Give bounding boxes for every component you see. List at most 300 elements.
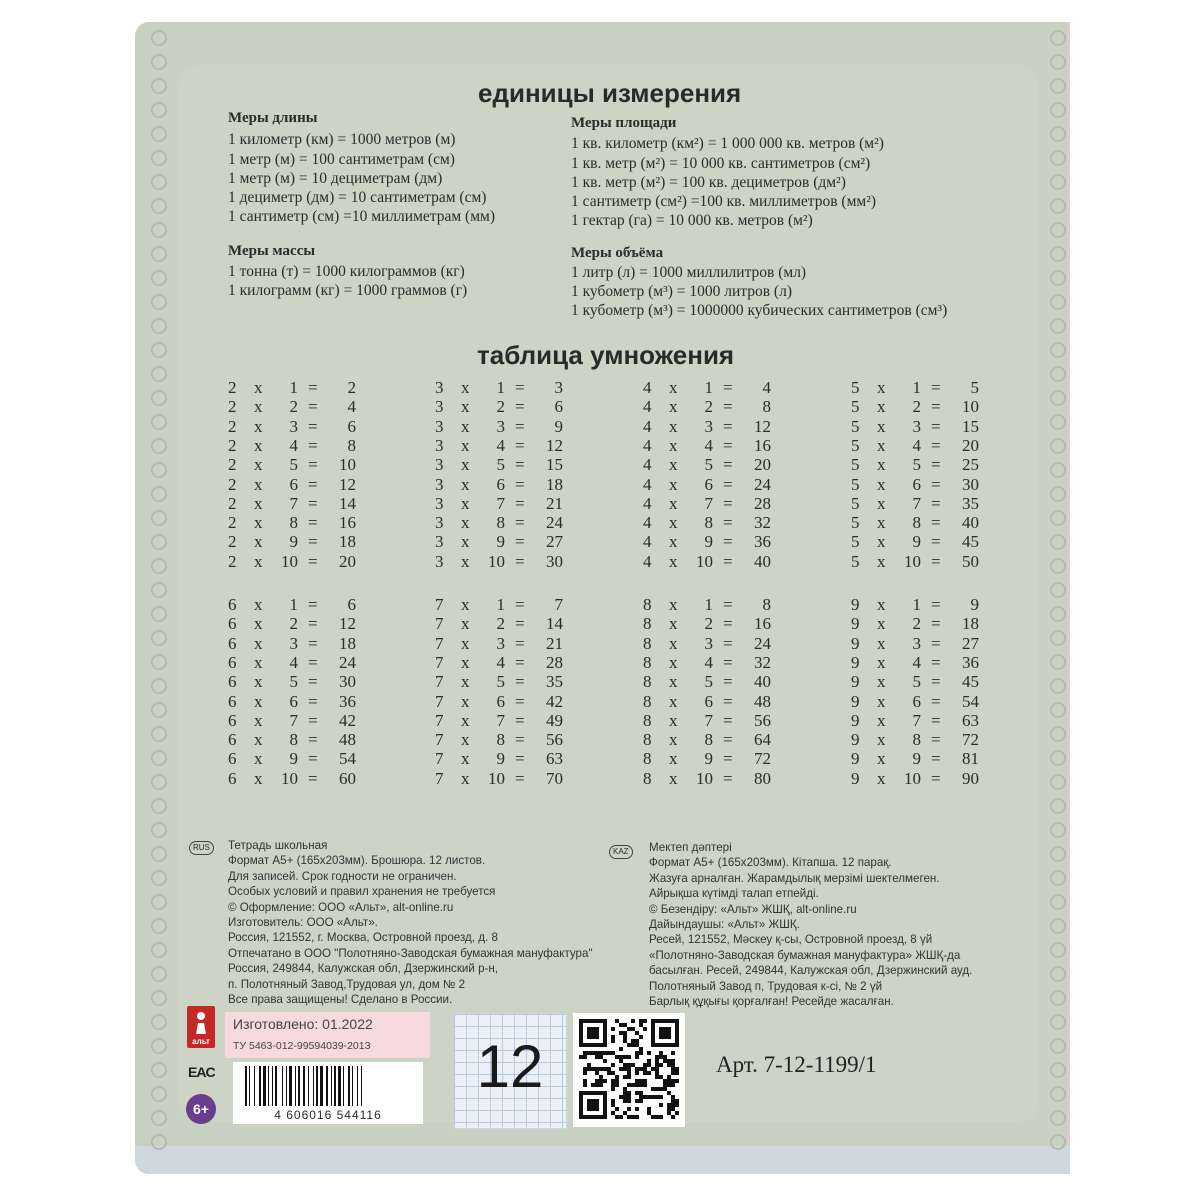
equals-sign: = (723, 455, 733, 475)
mass-title: Меры массы (228, 243, 316, 259)
qr-module (659, 1027, 671, 1039)
multiplier: 8 (704, 730, 713, 750)
times-sign: x (254, 652, 263, 672)
multiplicand: 9 (851, 730, 860, 750)
decorative-dot (151, 462, 167, 478)
multiplicand: 9 (851, 710, 860, 730)
decorative-dot (1050, 1038, 1066, 1054)
equals-sign: = (515, 416, 525, 436)
qr-module (639, 1079, 643, 1083)
qr-module (587, 1067, 591, 1071)
decorative-dot (1050, 486, 1066, 502)
qr-module (639, 1023, 643, 1027)
qr-module (671, 1107, 675, 1111)
qr-module (595, 1079, 599, 1083)
cover-bottom-band (135, 1146, 1070, 1174)
multiplicand: 7 (435, 749, 444, 769)
multiplicand: 3 (435, 378, 444, 397)
multiplier: 8 (496, 730, 505, 750)
qr-module (651, 1087, 655, 1091)
decorative-dot (1050, 222, 1066, 238)
product: 25 (962, 455, 979, 475)
decorative-dot (151, 54, 167, 70)
qr-module (671, 1071, 675, 1075)
multiplicand: 6 (228, 710, 237, 730)
equals-sign: = (723, 672, 733, 692)
legal-line: © Оформление: ООО «Альт», alt-online.ru (228, 900, 454, 914)
equals-sign: = (308, 513, 318, 533)
qr-module (583, 1083, 587, 1087)
decorative-dot (151, 222, 167, 238)
multiplicand: 6 (228, 691, 237, 711)
multiplier: 6 (289, 691, 298, 711)
times-sign: x (461, 652, 470, 672)
times-sign: x (461, 595, 470, 614)
decorative-dot (151, 1086, 167, 1102)
multiplicand: 5 (851, 551, 860, 571)
multiplicand: 9 (851, 691, 860, 711)
equals-sign: = (723, 493, 733, 513)
qr-module (643, 1095, 647, 1099)
product: 21 (546, 493, 563, 513)
qr-module (635, 1051, 639, 1055)
decorative-dot (151, 438, 167, 454)
multiplier: 4 (912, 435, 921, 455)
product: 30 (962, 474, 979, 494)
qr-module (611, 1063, 615, 1067)
product: 40 (754, 551, 771, 571)
times-sign: x (877, 614, 886, 634)
equals-sign: = (515, 749, 525, 769)
qr-module (599, 1075, 603, 1079)
qr-module (623, 1111, 627, 1115)
product: 80 (754, 768, 771, 788)
multiplier: 6 (912, 474, 921, 494)
equals-sign: = (308, 614, 318, 634)
barcode-bar (331, 1066, 332, 1106)
times-sign: x (669, 672, 678, 692)
qr-module (647, 1051, 651, 1055)
decorative-dot (151, 630, 167, 646)
decorative-dot (1050, 294, 1066, 310)
times-sign: x (669, 652, 678, 672)
qr-module (627, 1067, 631, 1071)
multiplicand: 8 (643, 691, 652, 711)
decorative-dot (1050, 918, 1066, 934)
qr-module (659, 1103, 663, 1107)
equals-sign: = (308, 595, 318, 614)
times-sign: x (254, 455, 263, 475)
barcode-bar (268, 1066, 269, 1106)
times-sign: x (877, 435, 886, 455)
equals-sign: = (308, 416, 318, 436)
decorative-dot (1050, 894, 1066, 910)
decorative-dot (151, 150, 167, 166)
multiplier: 2 (704, 397, 713, 417)
decorative-dot (151, 726, 167, 742)
times-sign: x (669, 474, 678, 494)
qr-module (639, 1035, 643, 1039)
equals-sign: = (931, 416, 941, 436)
barcode-bar (316, 1066, 318, 1106)
product: 5 (970, 378, 979, 397)
decorative-dot (1050, 654, 1066, 670)
multiplicand: 6 (228, 749, 237, 769)
product: 63 (546, 749, 563, 769)
area-line: 1 гектар (га) = 10 000 кв. метров (м²) (571, 212, 813, 229)
times-sign: x (254, 551, 263, 571)
equals-sign: = (931, 672, 941, 692)
multiplicand: 7 (435, 691, 444, 711)
decorative-dot (151, 654, 167, 670)
qr-module (675, 1067, 679, 1071)
decorative-dot (1050, 990, 1066, 1006)
qr-module (659, 1095, 663, 1099)
multiplier: 2 (289, 614, 298, 634)
volume-title: Меры объёма (571, 245, 664, 261)
product: 16 (754, 614, 771, 634)
qr-module (627, 1043, 631, 1047)
qr-module (627, 1091, 631, 1095)
barcode-bar (263, 1066, 266, 1106)
multiplier: 9 (289, 532, 298, 552)
legal-line: Особых условий и правил хранения не требуется (228, 885, 496, 899)
multiplicand: 8 (643, 633, 652, 653)
equals-sign: = (515, 397, 525, 417)
area-title: Меры площади (571, 115, 677, 131)
times-sign: x (461, 551, 470, 571)
multiplier: 5 (912, 455, 921, 475)
length-title: Меры длины (228, 110, 318, 126)
multiplicand: 7 (435, 595, 444, 614)
qr-module (667, 1063, 671, 1067)
decorative-dot (1050, 606, 1066, 622)
equals-sign: = (308, 730, 318, 750)
times-sign: x (877, 378, 886, 397)
equals-sign: = (723, 532, 733, 552)
lang-badge-kaz: KAZ (609, 845, 633, 859)
times-sign: x (461, 710, 470, 730)
decorative-dot (1050, 1014, 1066, 1030)
decorative-dot (1050, 102, 1066, 118)
qr-module (659, 1115, 663, 1119)
product: 42 (546, 691, 563, 711)
qr-module (615, 1115, 619, 1119)
barcode-bar (272, 1066, 273, 1106)
multiplicand: 5 (851, 532, 860, 552)
product: 48 (754, 691, 771, 711)
decorative-dot (1050, 414, 1066, 430)
equals-sign: = (723, 652, 733, 672)
equals-sign: = (515, 691, 525, 711)
qr-module (615, 1083, 619, 1087)
qr-module (671, 1063, 675, 1067)
multiplier: 9 (704, 532, 713, 552)
barcode-bar (289, 1066, 292, 1106)
times-sign: x (669, 416, 678, 436)
qr-module (611, 1035, 615, 1039)
multiplier: 7 (289, 493, 298, 513)
multiplicand: 9 (851, 595, 860, 614)
qr-module (671, 1095, 675, 1099)
length-line: 1 дециметр (дм) = 10 сантиметрам (см) (228, 189, 487, 206)
qr-module (627, 1095, 631, 1099)
times-sign: x (669, 551, 678, 571)
qr-module (583, 1071, 587, 1075)
equals-sign: = (515, 730, 525, 750)
qr-module (591, 1083, 595, 1087)
decorative-dot (151, 342, 167, 358)
multiplicand: 8 (643, 652, 652, 672)
equals-sign: = (308, 532, 318, 552)
times-sign: x (254, 378, 263, 397)
multiplicand: 5 (851, 455, 860, 475)
decorative-dot (1050, 126, 1066, 142)
product: 4 (347, 397, 356, 417)
qr-module (675, 1099, 679, 1103)
multiplier: 4 (289, 435, 298, 455)
decorative-dot (151, 246, 167, 262)
multiplicand: 7 (435, 710, 444, 730)
multiplier: 6 (289, 474, 298, 494)
equals-sign: = (931, 551, 941, 571)
multiplication-title: таблица умножения (477, 340, 735, 370)
barcode-bar (357, 1066, 358, 1106)
qr-module (639, 1095, 643, 1099)
decorative-dot (151, 750, 167, 766)
qr-module (631, 1063, 635, 1067)
decorative-dot (1050, 246, 1066, 262)
product: 12 (546, 435, 563, 455)
times-sign: x (461, 493, 470, 513)
decorative-dot (151, 534, 167, 550)
grid-sample-box (453, 1013, 567, 1129)
times-sign: x (669, 532, 678, 552)
product: 9 (970, 595, 979, 614)
legal-text-kaz (649, 840, 972, 1009)
equals-sign: = (515, 435, 525, 455)
legal-line: «Полотняно-Заводская бумажная мануфактура» ЖШҚ-да (649, 948, 961, 962)
product: 30 (339, 672, 356, 692)
times-sign: x (461, 435, 470, 455)
product: 35 (546, 672, 563, 692)
equals-sign: = (723, 378, 733, 397)
product: 12 (339, 614, 356, 634)
multiplicand: 6 (228, 730, 237, 750)
multiplicand: 6 (228, 595, 237, 614)
qr-module (643, 1027, 647, 1031)
production-date: Изготовлено: 01.2022 (233, 1016, 373, 1032)
qr-module (635, 1031, 639, 1035)
equals-sign: = (308, 633, 318, 653)
decorative-dot (1050, 318, 1066, 334)
qr-module (611, 1071, 615, 1075)
qr-module (631, 1019, 635, 1023)
multiplier: 10 (696, 551, 713, 571)
qr-module (647, 1071, 651, 1075)
area-line: 1 сантиметр (см²) =100 кв. миллиметров (мм²) (571, 193, 877, 210)
multiplicand: 9 (851, 652, 860, 672)
qr-module (599, 1067, 603, 1071)
multiplier: 10 (281, 551, 298, 571)
equals-sign: = (723, 633, 733, 653)
multiplicand: 5 (851, 416, 860, 436)
multiplicand: 8 (643, 614, 652, 634)
multiplicand: 2 (228, 416, 237, 436)
equals-sign: = (308, 435, 318, 455)
multiplicand: 5 (851, 397, 860, 417)
qr-module (583, 1067, 587, 1071)
qr-code (573, 1013, 685, 1127)
multiplicand: 7 (435, 672, 444, 692)
multiplier: 3 (704, 633, 713, 653)
product: 20 (754, 455, 771, 475)
decorative-dot (151, 702, 167, 718)
product: 36 (962, 652, 979, 672)
qr-module (635, 1083, 639, 1087)
qr-module (667, 1111, 671, 1115)
multiplier: 10 (488, 768, 505, 788)
equals-sign: = (515, 532, 525, 552)
decorative-dot (151, 870, 167, 886)
product: 20 (962, 435, 979, 455)
decorative-dot (1050, 534, 1066, 550)
multiplicand: 7 (435, 730, 444, 750)
equals-sign: = (931, 614, 941, 634)
qr-module (635, 1071, 639, 1075)
equals-sign: = (723, 397, 733, 417)
multiplier: 4 (704, 435, 713, 455)
multiplier: 1 (496, 595, 505, 614)
multiplier: 6 (496, 474, 505, 494)
multiplier: 8 (289, 730, 298, 750)
product: 15 (962, 416, 979, 436)
product: 24 (339, 652, 356, 672)
equals-sign: = (931, 532, 941, 552)
decorative-dot (151, 966, 167, 982)
qr-module (643, 1063, 647, 1067)
product: 48 (339, 730, 356, 750)
legal-line: Формат А5+ (165х203мм). Брошюра. 12 листов. (228, 854, 486, 868)
multiplicand: 3 (435, 435, 444, 455)
legal-line: Формат А5+ (165х203мм). Кітапша. 12 парақ. (649, 856, 892, 870)
barcode-bar (338, 1066, 341, 1106)
product: 18 (546, 474, 563, 494)
qr-module (627, 1099, 631, 1103)
times-sign: x (669, 493, 678, 513)
barcode-bar (259, 1066, 261, 1106)
multiplier: 1 (912, 378, 921, 397)
product: 8 (762, 397, 771, 417)
legal-line: Отпечатано в ООО "Полотняно-Заводская бумажная мануфактура" (228, 946, 593, 960)
qr-module (611, 1039, 615, 1043)
decorative-dot (151, 678, 167, 694)
qr-module (627, 1083, 631, 1087)
pawn-icon (187, 1008, 215, 1038)
times-sign: x (254, 532, 263, 552)
decorative-dot (151, 1038, 167, 1054)
multiplier: 5 (704, 455, 713, 475)
qr-module (587, 1027, 599, 1039)
qr-module (611, 1087, 615, 1091)
multiplier: 9 (704, 749, 713, 769)
qr-module (671, 1059, 675, 1063)
qr-module (639, 1047, 643, 1051)
equals-sign: = (931, 493, 941, 513)
legal-line: Для записей. Срок годности не ограничен. (228, 869, 457, 883)
times-sign: x (669, 455, 678, 475)
multiplicand: 6 (228, 633, 237, 653)
multiplicand: 9 (851, 633, 860, 653)
times-sign: x (877, 493, 886, 513)
equals-sign: = (931, 378, 941, 397)
product: 35 (962, 493, 979, 513)
qr-module (639, 1099, 643, 1103)
qr-module (623, 1063, 627, 1067)
decorative-dot (1050, 774, 1066, 790)
multiplicand: 7 (435, 652, 444, 672)
qr-module (667, 1091, 671, 1095)
multiplier: 10 (488, 551, 505, 571)
legal-line: басылған. Ресей, 249844, Калужская обл, Дзержинский ауд. (649, 964, 973, 978)
product: 40 (962, 513, 979, 533)
qr-module (675, 1111, 679, 1115)
multiplier: 8 (289, 513, 298, 533)
qr-module (663, 1059, 667, 1063)
times-sign: x (877, 455, 886, 475)
qr-module (671, 1083, 675, 1087)
product: 16 (754, 435, 771, 455)
multiplier: 3 (496, 416, 505, 436)
length-line: 1 метр (м) = 100 сантиметрам (см) (228, 151, 455, 168)
qr-module (591, 1067, 595, 1071)
qr-module (599, 1055, 603, 1059)
product: 27 (546, 532, 563, 552)
decorative-dot (151, 126, 167, 142)
product: 49 (546, 710, 563, 730)
times-sign: x (669, 397, 678, 417)
qr-module (671, 1067, 675, 1071)
qr-module (627, 1055, 631, 1059)
times-sign: x (669, 614, 678, 634)
multiplier: 7 (704, 710, 713, 730)
length-line: 1 сантиметр (см) =10 миллиметрам (мм) (228, 208, 495, 225)
qr-module (667, 1059, 671, 1063)
barcode-bar (343, 1066, 344, 1106)
times-sign: x (254, 474, 263, 494)
multiplier: 5 (496, 672, 505, 692)
times-sign: x (669, 749, 678, 769)
qr-module (599, 1083, 603, 1087)
qr-module (591, 1051, 595, 1055)
times-sign: x (461, 633, 470, 653)
qr-module (663, 1087, 667, 1091)
equals-sign: = (931, 513, 941, 533)
product: 27 (962, 633, 979, 653)
multiplicand: 5 (851, 493, 860, 513)
qr-module (671, 1099, 675, 1103)
multiplier: 6 (912, 691, 921, 711)
multiplier: 3 (289, 633, 298, 653)
qr-module (615, 1019, 619, 1023)
decorative-dots-left (147, 30, 173, 1170)
equals-sign: = (723, 768, 733, 788)
qr-module (651, 1115, 655, 1119)
barcode-bar (308, 1066, 309, 1106)
decorative-dot (151, 1110, 167, 1126)
product: 28 (754, 493, 771, 513)
volume-line: 1 кубометр (м³) = 1000000 кубических сантиметров (см³) (571, 302, 948, 319)
